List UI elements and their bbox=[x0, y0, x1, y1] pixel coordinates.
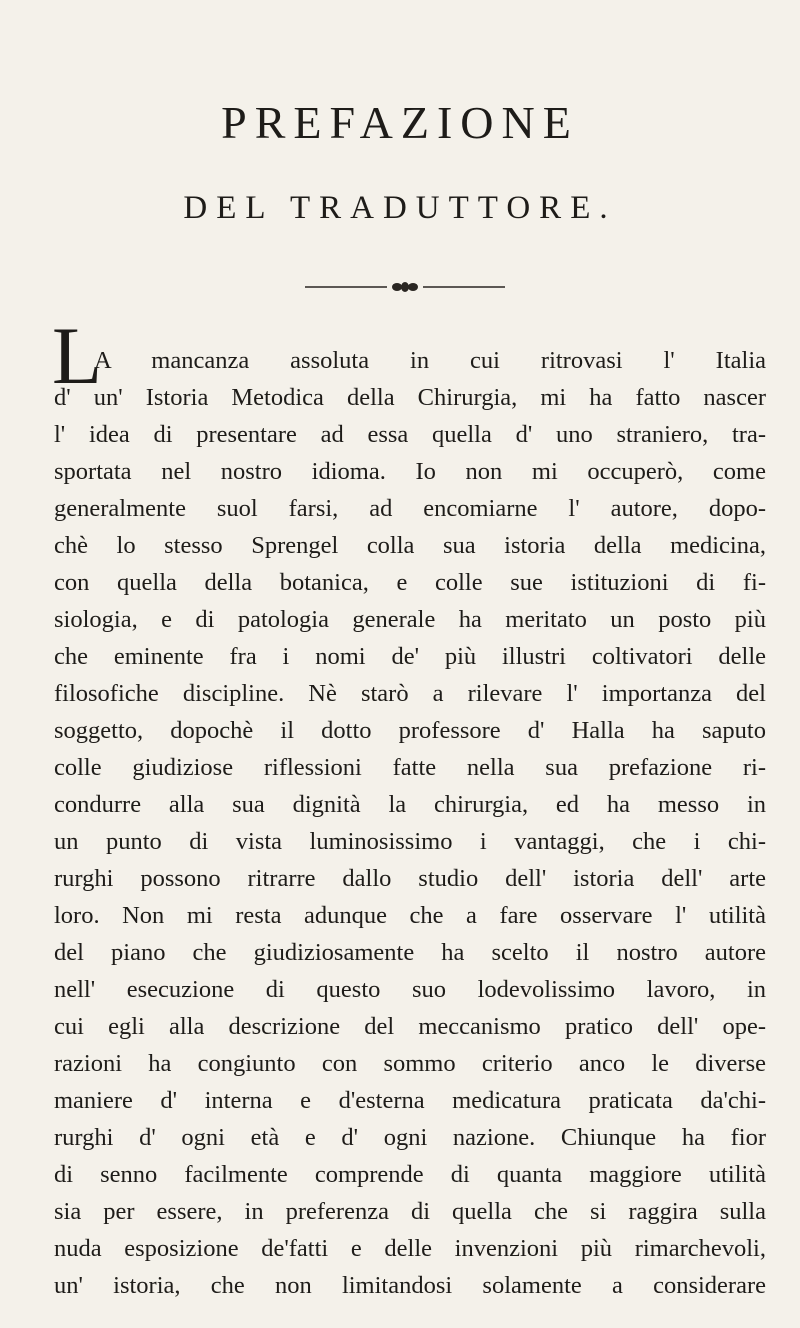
page-title: PREFAZIONE bbox=[221, 97, 579, 148]
text-line: nuda esposizione de'fatti e delle invenzioni più rimarchevoli, bbox=[54, 1235, 766, 1262]
text-line: loro. Non mi resta adunque che a fare osservare l' utilità bbox=[54, 902, 766, 929]
text-line: razioni ha congiunto con sommo criterio anco le diverse bbox=[54, 1050, 766, 1077]
text-line: siologia, e di patologia generale ha meritato un posto più bbox=[54, 606, 766, 633]
text-line: nell' esecuzione di questo suo lodevolissimo lavoro, in bbox=[54, 976, 766, 1003]
text-line: un punto di vista luminosissimo i vantaggi, che i chi- bbox=[54, 828, 766, 855]
text-line: condurre alla sua dignità la chirurgia, ed ha messo in bbox=[54, 791, 766, 818]
text-line: generalmente suol farsi, ad encomiarne l' autore, dopo- bbox=[54, 495, 766, 522]
ornament-divider bbox=[305, 280, 505, 294]
text-line: chè lo stesso Sprengel colla sua istoria della medicina, bbox=[54, 532, 766, 559]
text-line: filosofiche discipline. Nè starò a rilevare l' importanza del bbox=[54, 680, 766, 707]
text-line: sportata nel nostro idioma. Io non mi occuperò, come bbox=[54, 458, 766, 485]
text-line: con quella della botanica, e colle sue istituzioni di fi- bbox=[54, 569, 766, 596]
text-line: colle giudiziose riflessioni fatte nella sua prefazione ri- bbox=[54, 754, 766, 781]
text-line: del piano che giudiziosamente ha scelto il nostro autore bbox=[54, 939, 766, 966]
text-line: cui egli alla descrizione del meccanismo pratico dell' ope- bbox=[54, 1013, 766, 1040]
text-line: A mancanza assoluta in cui ritrovasi l' Italia bbox=[94, 347, 766, 374]
text-line: di senno facilmente comprende di quanta maggiore utilità bbox=[54, 1161, 766, 1188]
text-line: maniere d' interna e d'esterna medicatura praticata da'chi- bbox=[54, 1087, 766, 1114]
text-line: un' istoria, che non limitandosi solamente a considerare bbox=[54, 1272, 766, 1299]
drop-cap: L bbox=[52, 310, 103, 401]
text-line: d' un' Istoria Metodica della Chirurgia, mi ha fatto nascer bbox=[54, 384, 766, 411]
page-subtitle: DEL TRADUTTORE. bbox=[183, 190, 617, 226]
text-line: sia per essere, in preferenza di quella che si raggira sulla bbox=[54, 1198, 766, 1225]
text-line: rurghi d' ogni età e d' ogni nazione. Chiunque ha fior bbox=[54, 1124, 766, 1151]
text-line: rurghi possono ritrarre dallo studio dell' istoria dell' arte bbox=[54, 865, 766, 892]
text-line: l' idea di presentare ad essa quella d' uno straniero, tra- bbox=[54, 421, 766, 448]
text-line: soggetto, dopochè il dotto professore d' Halla ha saputo bbox=[54, 717, 766, 744]
body-text bbox=[54, 342, 766, 1304]
text-line: che eminente fra i nomi de' più illustri coltivatori delle bbox=[54, 643, 766, 670]
